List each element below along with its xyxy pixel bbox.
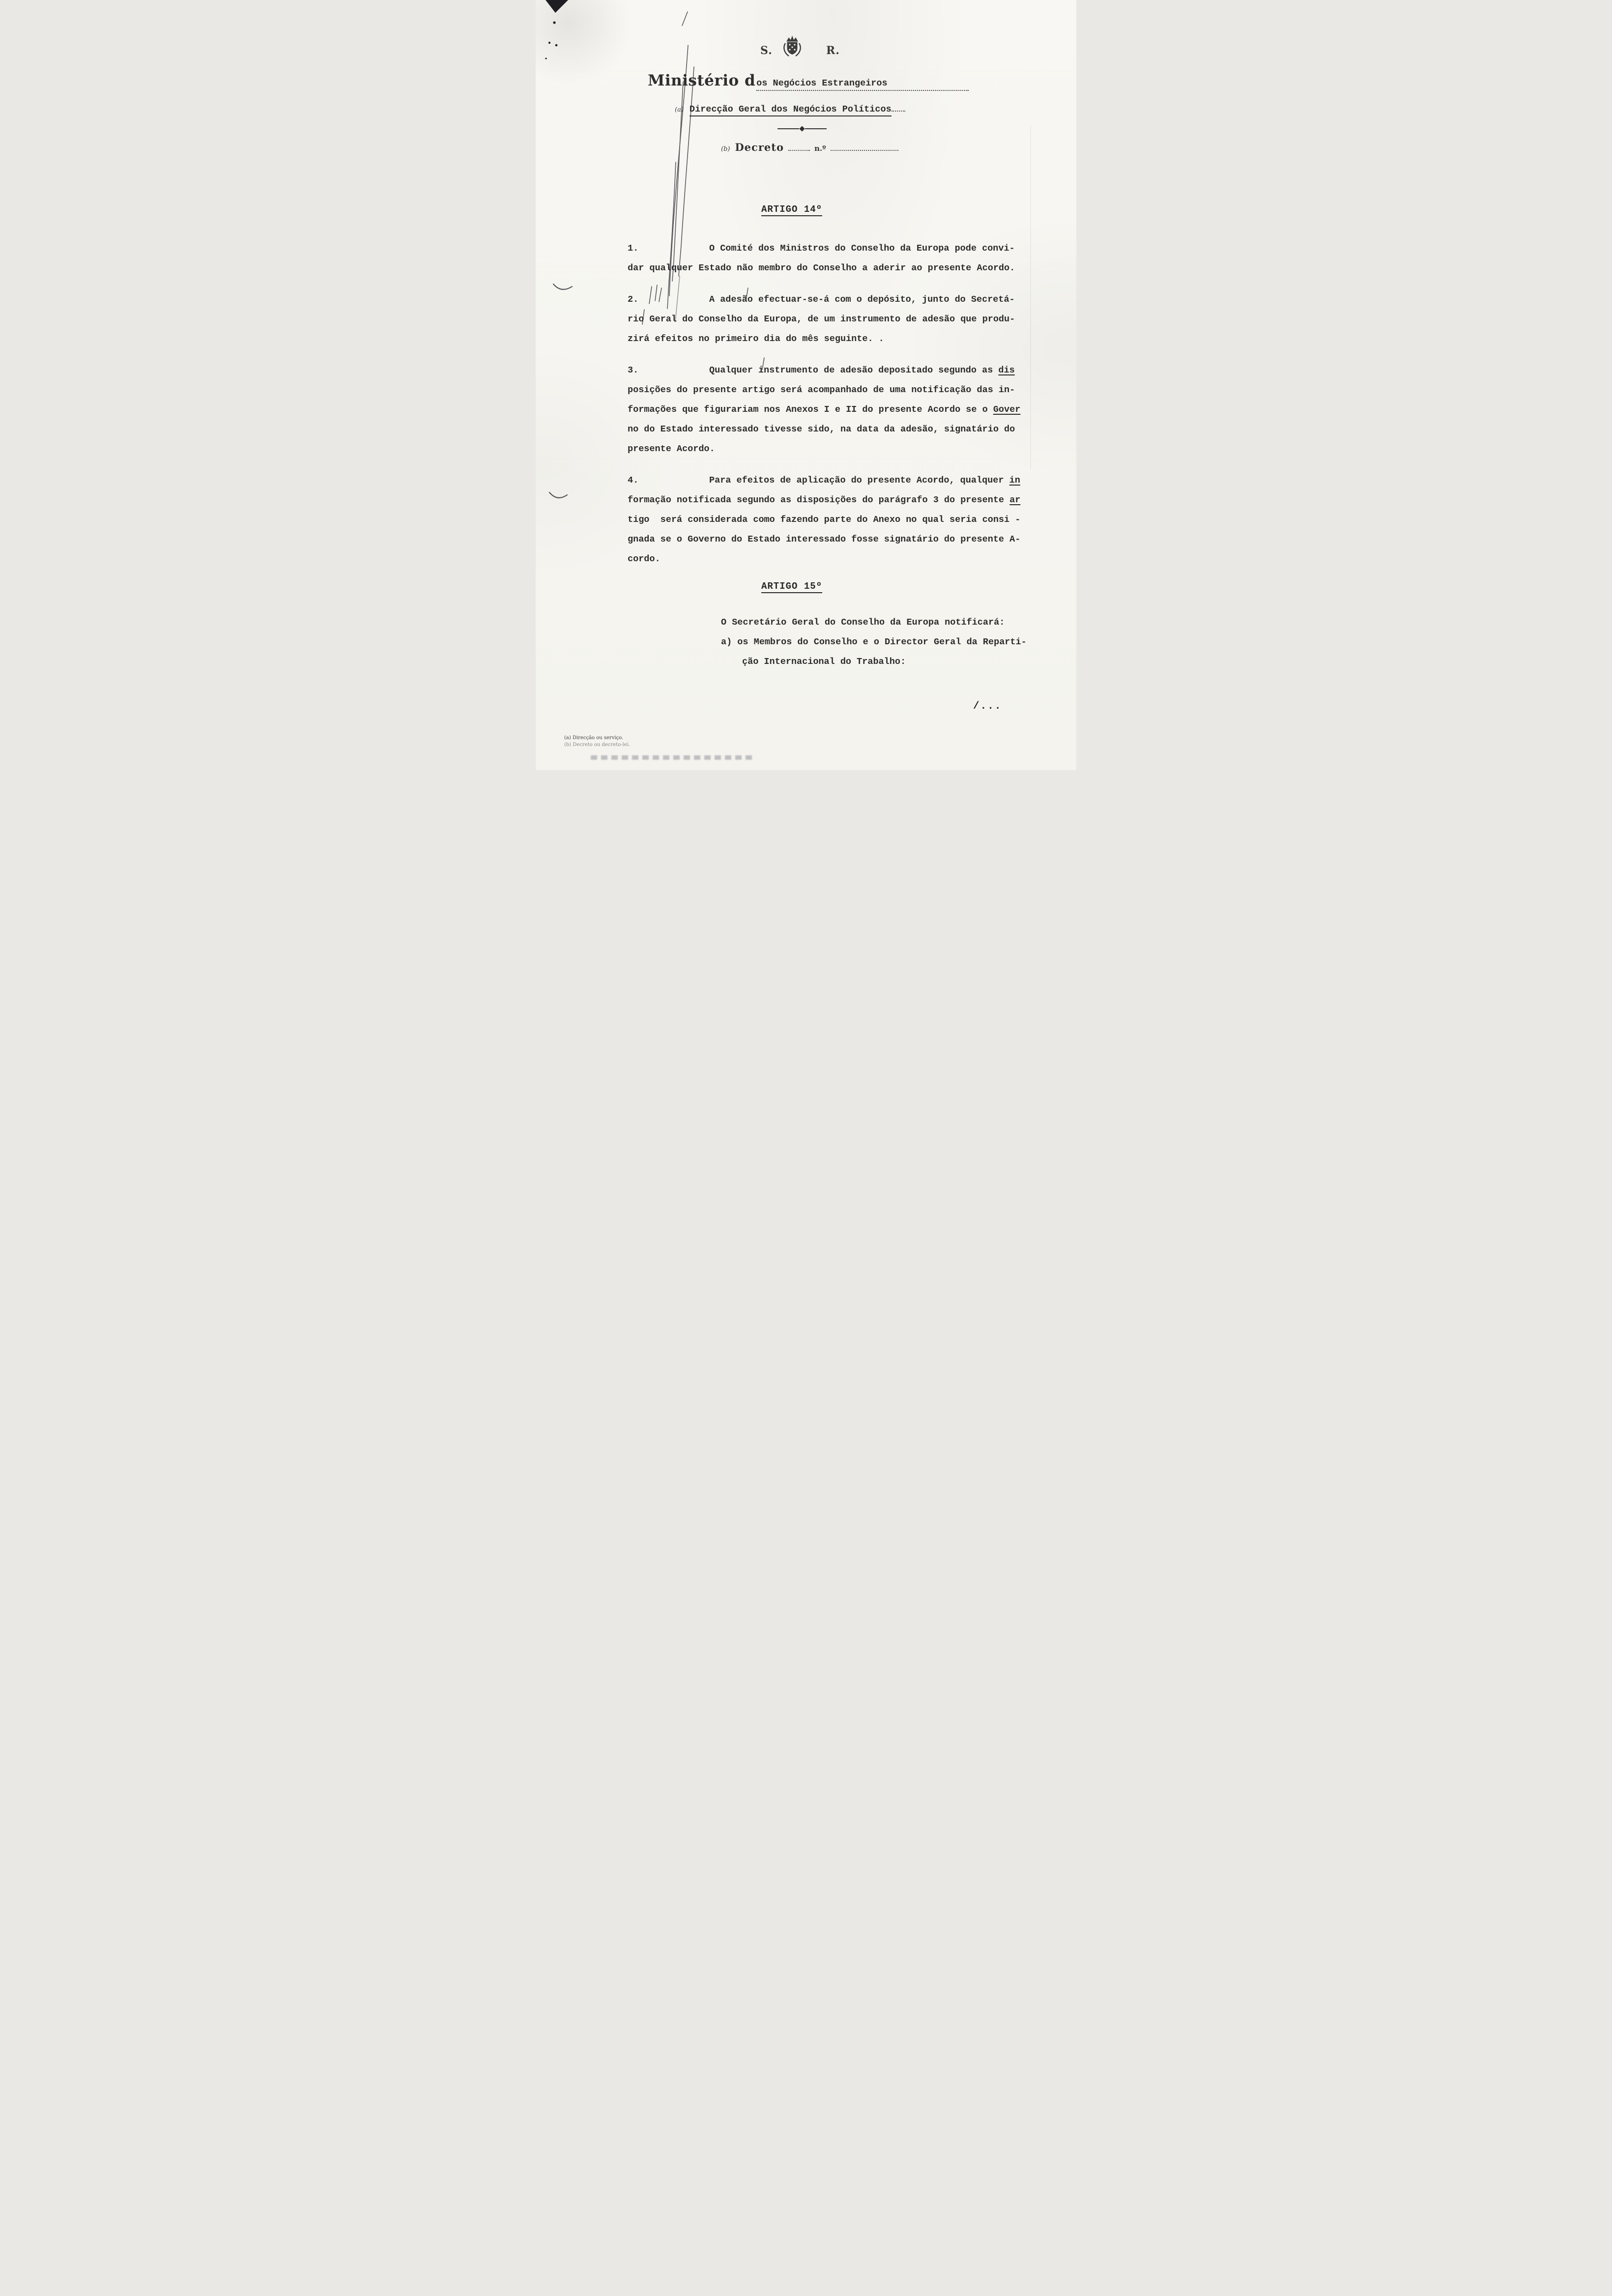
- article-heading: ARTIGO 15º: [761, 581, 822, 593]
- text-line: dar qualquer Estado não membro do Conselho a aderir ao presente Acordo.: [628, 263, 1015, 273]
- paragraph: [628, 613, 1040, 672]
- text-line: gnada se o Governo do Estado interessado fosse signatário do presente A-: [628, 534, 1021, 545]
- paper-crease: [1030, 125, 1031, 469]
- paragraph: [628, 290, 1040, 349]
- text-line: a) os Membros do Conselho e o Director Geral da Reparti-: [721, 637, 1027, 647]
- divider-line-right: [805, 128, 827, 129]
- text-line: tigo será considerada como fazendo parte do Anexo no qual seria consi -: [628, 515, 1021, 525]
- footnotes: [564, 735, 630, 748]
- text-line: formações que figurariam nos Anexos I e II do presente Acordo se o Gover: [628, 404, 1021, 415]
- text-line: O Secretário Geral do Conselho da Europa notificará:: [721, 617, 1005, 628]
- stamp-letter-s: S.: [760, 44, 773, 57]
- article-heading: ARTIGO 14º: [761, 204, 822, 216]
- decree-line: [721, 141, 898, 153]
- text-line: posições do presente artigo será acompanhado de uma notificação das in-: [628, 385, 1015, 395]
- national-emblem-icon: [783, 35, 802, 58]
- paragraph: [628, 239, 1040, 278]
- directorate-title: Direcção Geral dos Negócios Políticos: [690, 104, 892, 116]
- text-line: A adesão efectuar-se-á com o depósito, junto do Secretá-: [709, 294, 1015, 305]
- margin-tick-mark: [549, 492, 567, 498]
- divider-line-left: [777, 128, 799, 129]
- paragraph-number: 4.: [628, 475, 639, 486]
- text-line: Qualquer instrumento de adesão depositado segundo as dis: [709, 365, 1015, 375]
- text-line: rio Geral do Conselho da Europa, de um instrumento de adesão que produ-: [628, 314, 1015, 324]
- margin-tick-mark: [553, 284, 572, 289]
- document-body: [628, 204, 1040, 684]
- article-section: [628, 581, 1040, 672]
- text-line: no do Estado interessado tivesse sido, na data da adesão, signatário do: [628, 424, 1015, 434]
- paragraph: [628, 361, 1040, 459]
- ink-dot: [545, 57, 547, 59]
- text-line: zirá efeitos no primeiro dia do mês seguinte. .: [628, 334, 884, 344]
- paragraph-number: 3.: [628, 365, 639, 375]
- scanned-document-page: [536, 0, 1076, 770]
- ink-dot: [555, 44, 558, 47]
- ministry-printed-title: Ministério d: [648, 72, 756, 89]
- decree-number-label: n.º: [814, 144, 826, 153]
- dotted-fill: [892, 106, 905, 112]
- ornament-divider: [777, 127, 827, 131]
- pen-stroke: [682, 12, 688, 26]
- text-line: ção Internacional do Trabalho:: [742, 657, 906, 667]
- ink-dot: [553, 21, 555, 24]
- text-line: cordo.: [628, 554, 661, 564]
- text-line: presente Acordo.: [628, 444, 715, 454]
- text-line: formação notificada segundo as disposições do parágrafo 3 do presente ar: [628, 495, 1021, 505]
- paragraph-number: 2.: [628, 294, 639, 305]
- text-line: O Comité dos Ministros do Conselho da Europa pode convi-: [709, 243, 1015, 254]
- note-b-marker: (b): [721, 145, 730, 153]
- paragraph-number: 1.: [628, 243, 639, 254]
- printer-imprint-smudge: [591, 755, 753, 760]
- footnote-a: (a) Direcção ou serviço.: [564, 735, 624, 741]
- note-a-marker: (a): [675, 106, 684, 114]
- text-line: Para efeitos de aplicação do presente Acordo, qualquer in: [709, 475, 1020, 486]
- ink-dot: [548, 42, 550, 44]
- decree-blank-field: [788, 145, 810, 151]
- ministry-typed-title: os Negócios Estrangeiros: [756, 78, 888, 88]
- directorate-line: [675, 104, 905, 116]
- continuation-mark: /...: [973, 701, 1002, 712]
- decree-label: Decreto: [735, 141, 784, 153]
- article-section: [628, 204, 1040, 569]
- stamp-letter-r: R.: [826, 44, 840, 57]
- ministry-letterhead: [648, 72, 969, 91]
- corner-ink-blot: [546, 0, 568, 13]
- decree-number-blank-field: [831, 145, 898, 151]
- footnote-b: (b) Decreto ou decreto-lei.: [564, 742, 631, 747]
- paragraph: [628, 471, 1040, 569]
- diamond-icon: [799, 126, 805, 131]
